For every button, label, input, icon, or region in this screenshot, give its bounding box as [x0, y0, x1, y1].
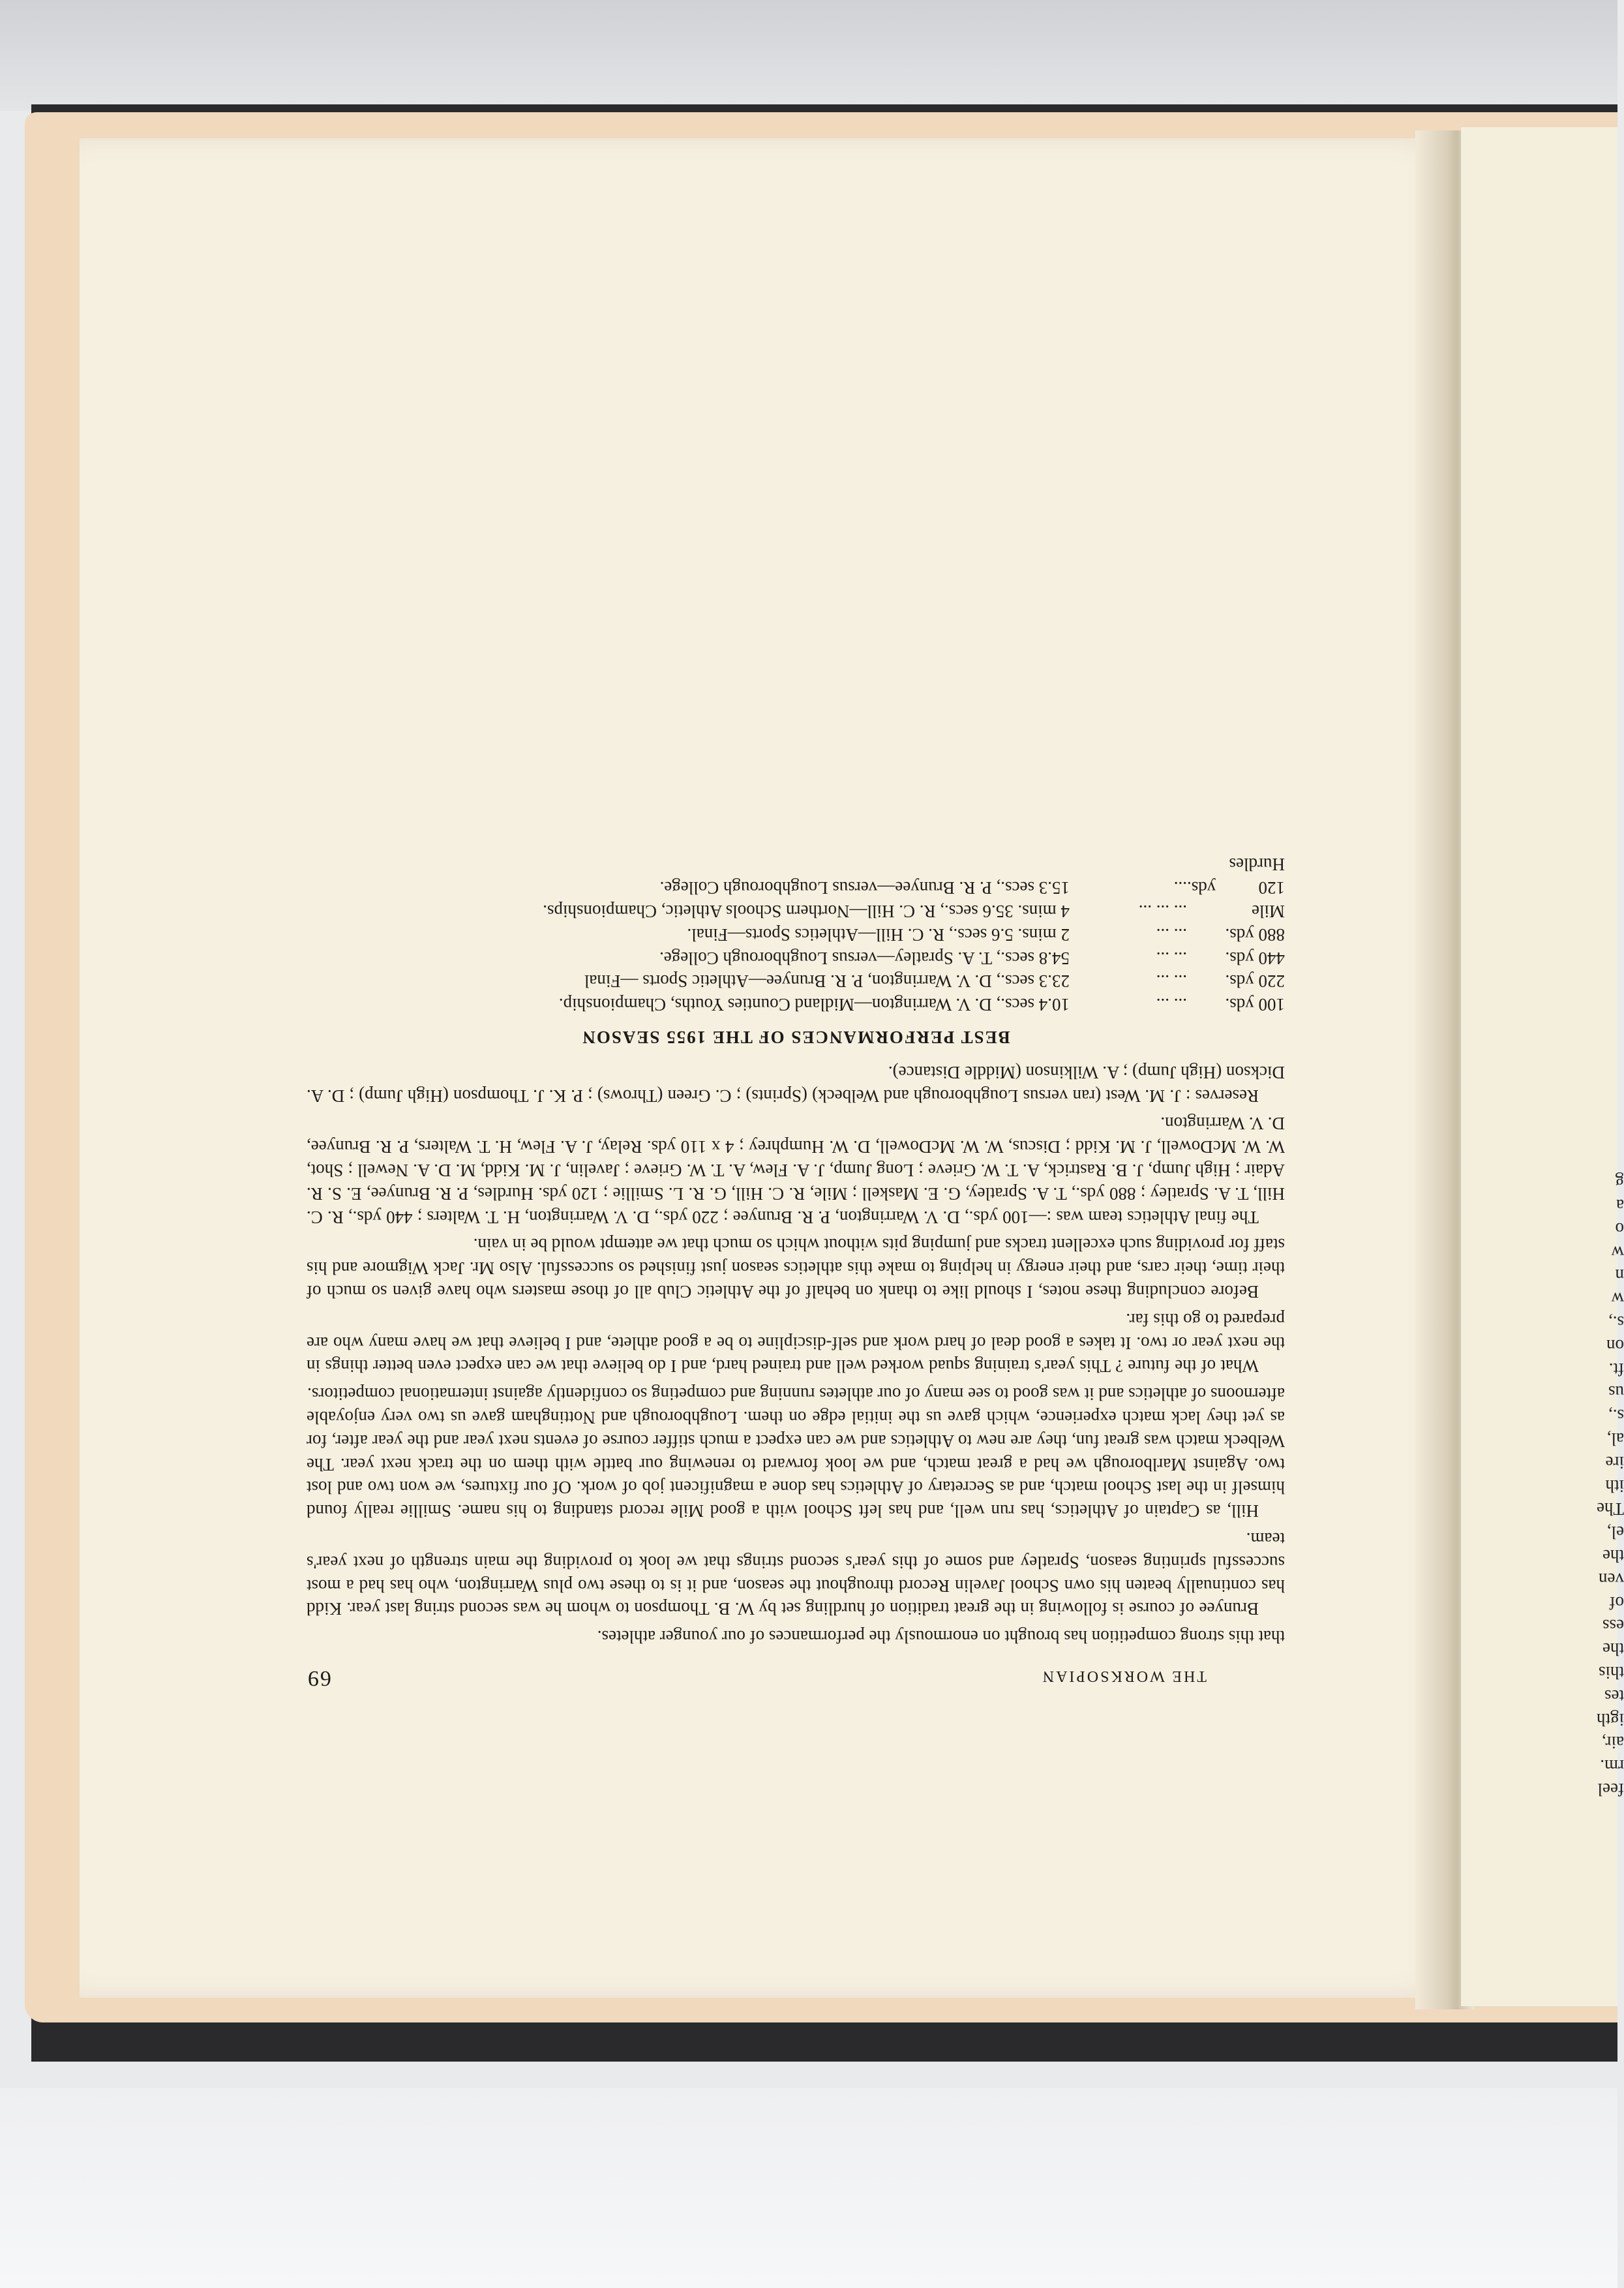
table-row: [307, 899, 1285, 923]
table-row: [307, 969, 1285, 993]
running-head-title: THE WORKSOPIAN: [1040, 1668, 1207, 1685]
right-page-fragment: w: [1611, 1289, 1624, 1309]
right-page-fragment: of: [1609, 1593, 1624, 1613]
right-page-fragment: o: [1615, 1219, 1624, 1239]
event-cell: 100 yds.: [1225, 995, 1285, 1015]
right-page-fragment: on: [1606, 1335, 1624, 1356]
table-row: [307, 923, 1285, 946]
table-row: [307, 992, 1285, 1016]
leader-dots: ...: [1173, 878, 1187, 898]
right-page-fragment: s.,: [1608, 1406, 1624, 1426]
paragraph: The final Athletics team was :—100 yds., D. V. Warrington, P. R. Brunyee ; 220 yds., D. V. Warrington, H. T. Walters ; 440 yds., R. C. Hill, T. A. Spratley ; 880 yds., T. A. Spratley, G. E. Maskell ; Mile, R. C. Hill, G. R. L. Smillie ; 120 yds. Hurdles, P. R. Brunyee, E. S. R. Adair ; High Jump, J. B. Rastrick, A. T. W. Grieve ; Long Jump, J. A. Flew, A. T. W. Grieve ; Javelin, J. M. Kidd, M. D. A. Newell ; Shot, W. W. McDowell, J. M. Kidd ; Discus, W. W. McDowell, D. W. Humphrey ; 4 x 110 yds. Relay, J. A. Flew, H. T. Walters, P. R. Brunyee, D. V. Warrington.: [307, 1114, 1285, 1227]
right-page-fragment: al,: [1606, 1429, 1624, 1450]
event-cell: 440 yds.: [1225, 948, 1285, 968]
result-cell: 2 mins. 5.6 secs., R. C. Hill—Athletics Sports—Final.: [687, 924, 1070, 945]
paragraph: Reserves : J. M. West (ran versus Loughborough and Welbeck) (Sprints) ; C. Green (Throws) ; P. K. J. Thompson (High Jump) ; D. A. Dickson (High Jump) ; A. Wilkinson (Middle Distance).: [307, 1062, 1285, 1106]
result-cell: 10.4 secs., D. V. Warrington—Midland Counties Youths, Championship.: [558, 995, 1070, 1015]
right-page-fragment: n: [1615, 1266, 1624, 1286]
event-cell: Mile: [1252, 902, 1285, 922]
leader-dots: ... ...: [1156, 971, 1187, 992]
right-page-text-fragments: [1481, 365, 1624, 1801]
paragraph: What of the future ? This year's training squad worked well and trained hard, and I do believe that we can expect even better things in the next year or two. It takes a good deal of hard work and self-discipline to be a good athlete, and I believe that we have many who are prepared to go this far.: [307, 1309, 1285, 1377]
event-cell: 220 yds.: [1225, 971, 1285, 992]
page-number: 69: [307, 1666, 331, 1690]
result-cell: 23.3 secs., D. V. Warrington, P. R. Brunyee—Athletic Sports —Final: [584, 971, 1070, 992]
event-cell: 120 yds. Hurdles: [1187, 855, 1285, 898]
leader-dots: ... ...: [1156, 948, 1187, 968]
right-page-fragment: air,: [1601, 1733, 1624, 1753]
right-page-fragment: The: [1597, 1499, 1624, 1519]
right-page-fragment: ven: [1599, 1569, 1624, 1589]
right-page-fragment: tes: [1604, 1686, 1624, 1706]
result-cell: 4 mins. 35.6 secs., R. C. Hill—Northern Schools Athletic, Championships.: [543, 902, 1070, 922]
paragraph: Brunyee of course is following in the great tradition of hurdling set by W. B. Thompson to whom he was second string last year. Kidd has continually beaten his own School Javelin Record throughout the season, and it is to these two plus Warrington, who has had a most successful sprinting season, Spratley and some of this year's second strings that we look to providing the main strength of next year's team.: [307, 1529, 1285, 1619]
right-page-fragment: feel: [1597, 1780, 1624, 1799]
right-page-fragment: rm.: [1600, 1756, 1624, 1777]
leader-dots: ... ...: [1156, 995, 1187, 1015]
running-header: [307, 1664, 1285, 1690]
right-page-fragment: igth: [1596, 1709, 1624, 1730]
right-page-fragment: g: [1615, 1172, 1624, 1193]
right-page-fragment: us: [1608, 1382, 1624, 1403]
leader-dots: ... ...: [1156, 924, 1187, 945]
right-page-fragment: ith: [1605, 1476, 1624, 1496]
event-cell: 880 yds.: [1225, 924, 1285, 945]
leader-dots: ... ... ...: [1138, 902, 1187, 922]
paragraph: Before concluding these notes, I should like to thank on behalf of the Athletic Club all of those masters who have given so much of their time, their cars, and their energy in helping to make this athletics season just finished so successful. Also Mr. Jack Wigmore and his staff for providing such excellent tracks and jumping pits without which so much that we attempt would be in vain.: [307, 1235, 1285, 1302]
right-page-fragment: this: [1598, 1663, 1624, 1683]
right-page-fragment: el,: [1606, 1523, 1624, 1543]
table-row: [307, 853, 1285, 900]
right-page-fragment: w: [1611, 1242, 1624, 1262]
right-page-fragment: the: [1602, 1640, 1624, 1660]
result-cell: 54.8 secs., T. A. Spratley—versus Loughborough College.: [659, 948, 1070, 968]
right-page-fragment: ire: [1605, 1452, 1624, 1472]
paragraph: Hill, as Captain of Athletics, has run well, and has left School with a good Mile record standing to his name. Smillie really found himself in the last School match, and as Secretary of Athletics has done a magnificent job of work. Of our fixtures, we won two and lost two. Against Marlborough we had a great match, and we look forward to renewing our battle with them on the track next year. The Welbeck match was great fun, they are new to Athletics and we can expect a much stiffer course of events next year and the year after, for as yet they lack match experience, which gave us the initial edge on them. Loughborough and Nottingham gave us two very enjoyable afternoons of athletics and it was good to see many of our athletes running and competing so confidently against international competitors.: [307, 1384, 1285, 1521]
right-page-fragment: s.,: [1608, 1313, 1624, 1333]
right-page-fragment: a: [1616, 1196, 1624, 1216]
section-heading: BEST PERFORMANCES OF THE 1955 SEASON: [581, 1028, 1010, 1048]
scanner-background-top: [0, 0, 1617, 111]
right-page-fragment: ess: [1602, 1616, 1624, 1636]
printed-page: [307, 365, 1285, 1690]
scanner-background-bottom: [0, 2088, 1617, 2288]
table-row: [307, 946, 1285, 969]
result-cell: 15.3 secs., P. R. Brunyee—versus Loughborough College.: [659, 878, 1070, 898]
right-page-fragment: ft.: [1608, 1359, 1624, 1379]
paragraph: that this strong competition has brought on enormously the performances of our younger athletes.: [597, 1627, 1285, 1647]
performances-table: [307, 853, 1285, 1016]
right-page-fragment: the: [1602, 1546, 1624, 1566]
